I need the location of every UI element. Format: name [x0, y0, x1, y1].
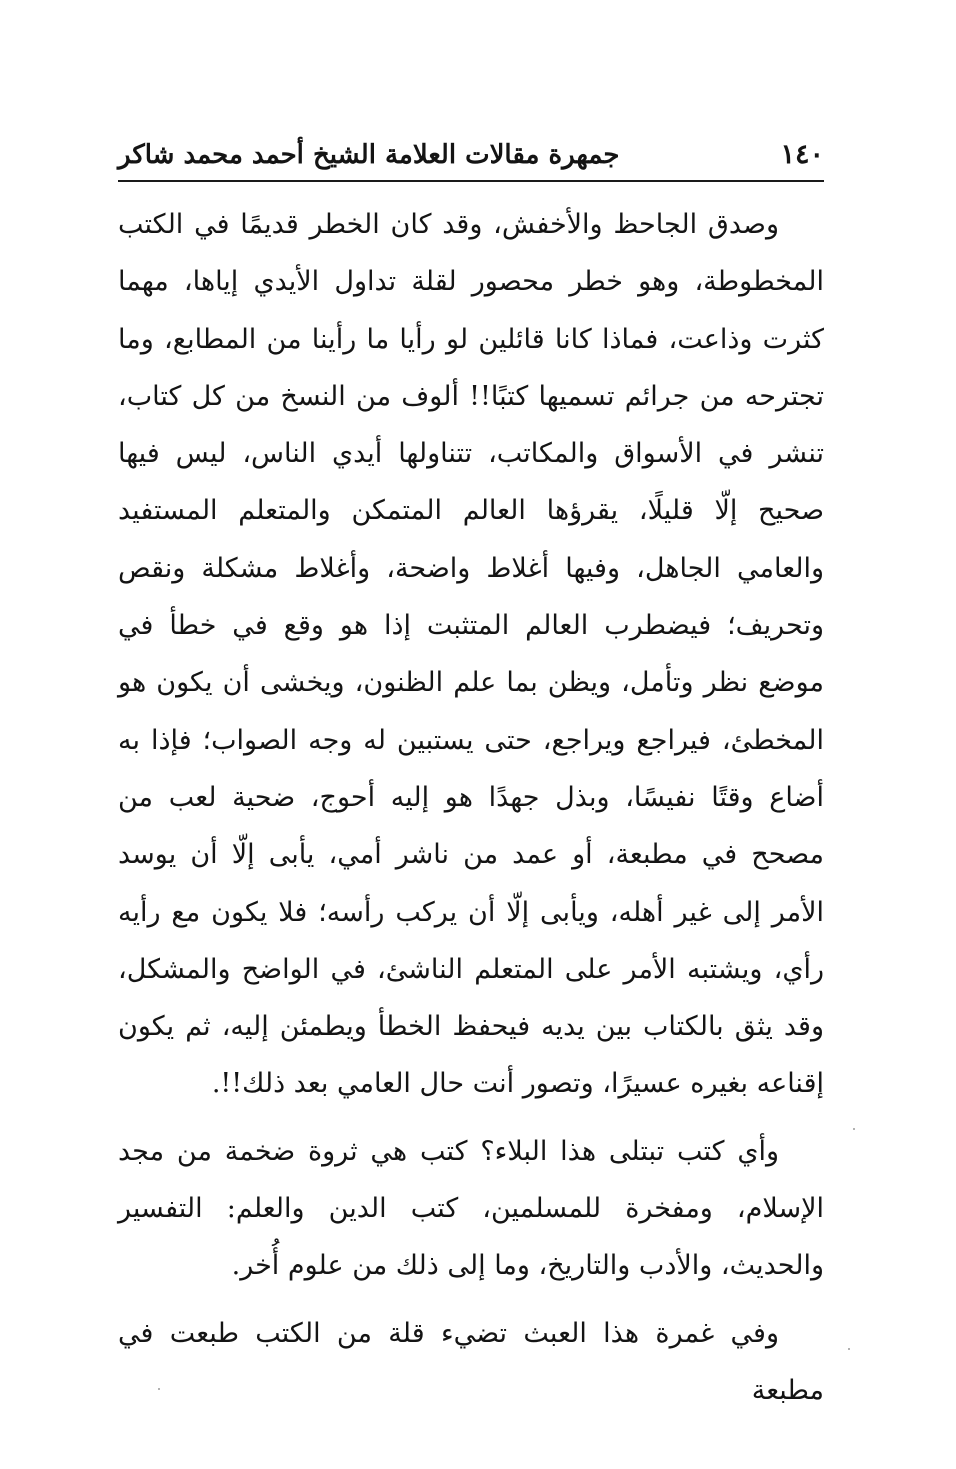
page-header: [118, 128, 824, 182]
running-title: جمهرة مقالات العلامة الشيخ أحمد محمد شاكر: [118, 140, 620, 170]
scan-speck: [853, 1128, 855, 1130]
scan-speck: [158, 1388, 160, 1390]
paragraph: وفي غمرة هذا العبث تضيء قلة من الكتب طبعت في مطبعة: [118, 1317, 824, 1406]
page-number: ١٤٠: [780, 139, 824, 170]
paragraph: وأي كتب تبتلى هذا البلاء؟ كتب هي ثروة ضخمة من مجد الإسلام، ومفخرة للمسلمين، كتب الدين والعلم: التفسير والحديث، والأدب والتاريخ، وما إلى ذلك من علوم أُخر.: [118, 1135, 824, 1282]
paragraph: وصدق الجاحظ والأخفش، وقد كان الخطر قديمًا في الكتب المخطوطة، وهو خطر محصور لقلة تداول الأيدي إياها، مهما كثرت وذاعت، فماذا كانا قائلين لو رأيا ما رأينا من المطابع، وما تجترحه من جرائم تسميها كتبًا!! ألوف من النسخ من كل كتاب، تنشر في الأسواق والمكاتب، تتناولها أيدي الناس، ليس فيها صحيح إلّا قليلًا، يقرؤها العالم المتمكن والمتعلم المستفيد والعامي الجاهل، وفيها أغلاط واضحة، وأغلاط مشكلة ونقص وتحريف؛ فيضطرب العالم المتثبت إذا هو وقع في خطأ في موضع نظر وتأمل، ويظن بما علم الظنون، ويخشى أن يكون هو المخطئ، فيراجع ويراجع، حتى يستبين له وجه الصواب؛ فإذا به أضاع وقتًا نفيسًا، وبذل جهدًا هو إليه أحوج، ضحية لعب من مصحح في مطبعة، أو عمد من ناشر أمي، يأبى إلّا أن يوسد الأمر إلى غير أهله، ويأبى إلّا أن يركب رأسه؛ فلا يكون مع رأيه رأي، ويشتبه الأمر على المتعلم الناشئ، في الواضح والمشكل، وقد يثق بالكتاب بين يديه فيحفظ الخطأ ويطمئن إليه، ثم يكون إقناعه بغيره عسيرًا، وتصور أنت حال العامي بعد ذلك!!.: [118, 209, 825, 1100]
body-text: [118, 196, 824, 1419]
scan-speck: [848, 1348, 850, 1350]
